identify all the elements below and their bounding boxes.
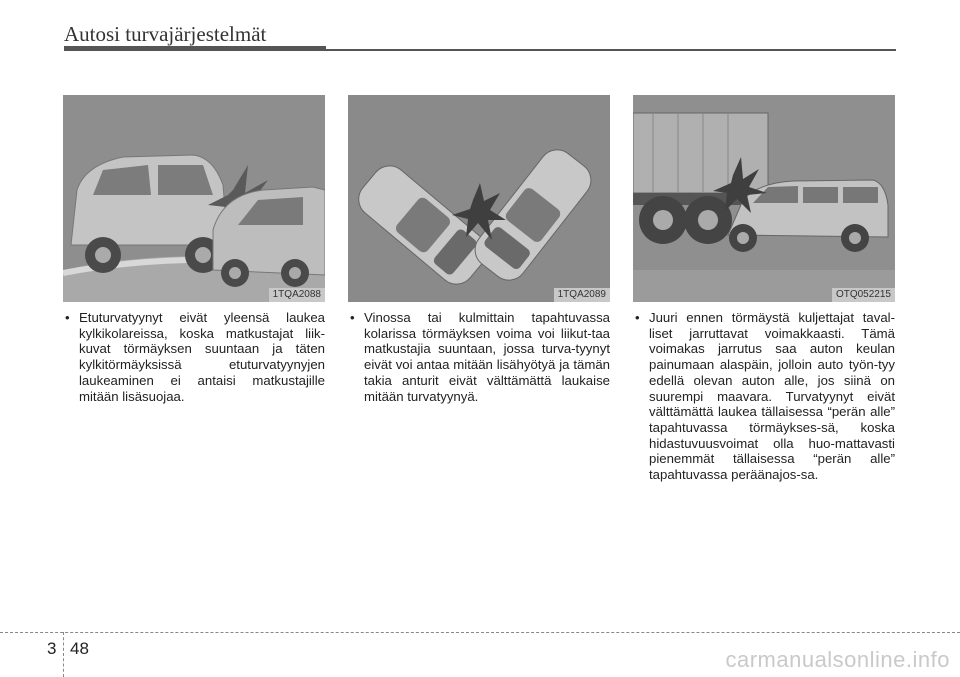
page-title: Autosi turvajärjestelmät	[64, 22, 267, 46]
footer-divider	[63, 632, 64, 677]
list-item: • Juuri ennen törmäystä kuljettajat taval-liset jarruttavat voimakkaasti. Tämä voimakas jarrutus saa auton keulan painumaan alaspäin, jolloin auto työn-tyy edellä olevan auton alle, jos siinä on suurempi maavara. Turvatyynyt eivät välttämättä laukea tällaisessa “perän alle” tapahtuvassa törmäykses-sä, koska hidastuvuusvoimat olla huo-mattavasti pienemmät tällaisessa “perän alle” tapahtuvassa peräänajos-sa.	[633, 310, 895, 483]
section-number: 3	[47, 639, 57, 658]
watermark: carmanualsonline.info	[725, 647, 950, 672]
header-rule-thin	[326, 49, 896, 51]
figure-code-label: 1TQA2088	[269, 288, 325, 302]
column-2-text	[348, 310, 610, 404]
figure-side-collision	[63, 95, 325, 302]
figure-angled-collision	[348, 95, 610, 302]
column-3-text	[633, 310, 895, 483]
page-number: 48	[70, 639, 89, 658]
list-item: • Vinossa tai kulmittain tapahtuvassa kolarissa törmäyksen voima voi liikut-taa matkustajia suuntaan, jossa turva-tyynyt eivät voi antaa mitään lisähyötyä ja tämän takia anturit eivät välttämättä laukaise mitään turvatyynyä.	[348, 310, 610, 404]
header-rule-thick	[64, 46, 326, 51]
underride-collision-illustration	[633, 95, 895, 302]
column-1-text	[63, 310, 325, 404]
angled-collision-illustration	[348, 95, 610, 302]
figure-code-label: OTQ052215	[832, 288, 895, 302]
figure-code-label: 1TQA2089	[554, 288, 610, 302]
figure-underride-collision	[633, 95, 895, 302]
list-item: • Etuturvatyynyt eivät yleensä laukea kylkikolareissa, koska matkustajat liik-kuvat törmäyksen suuntaan ja täten kylkitörmäyksissä etuturvatyynyjen laukeaminen ei antaisi matkustajille mitään lisäsuojaa.	[63, 310, 325, 404]
footer-rule	[0, 632, 960, 633]
side-collision-illustration	[63, 95, 325, 302]
